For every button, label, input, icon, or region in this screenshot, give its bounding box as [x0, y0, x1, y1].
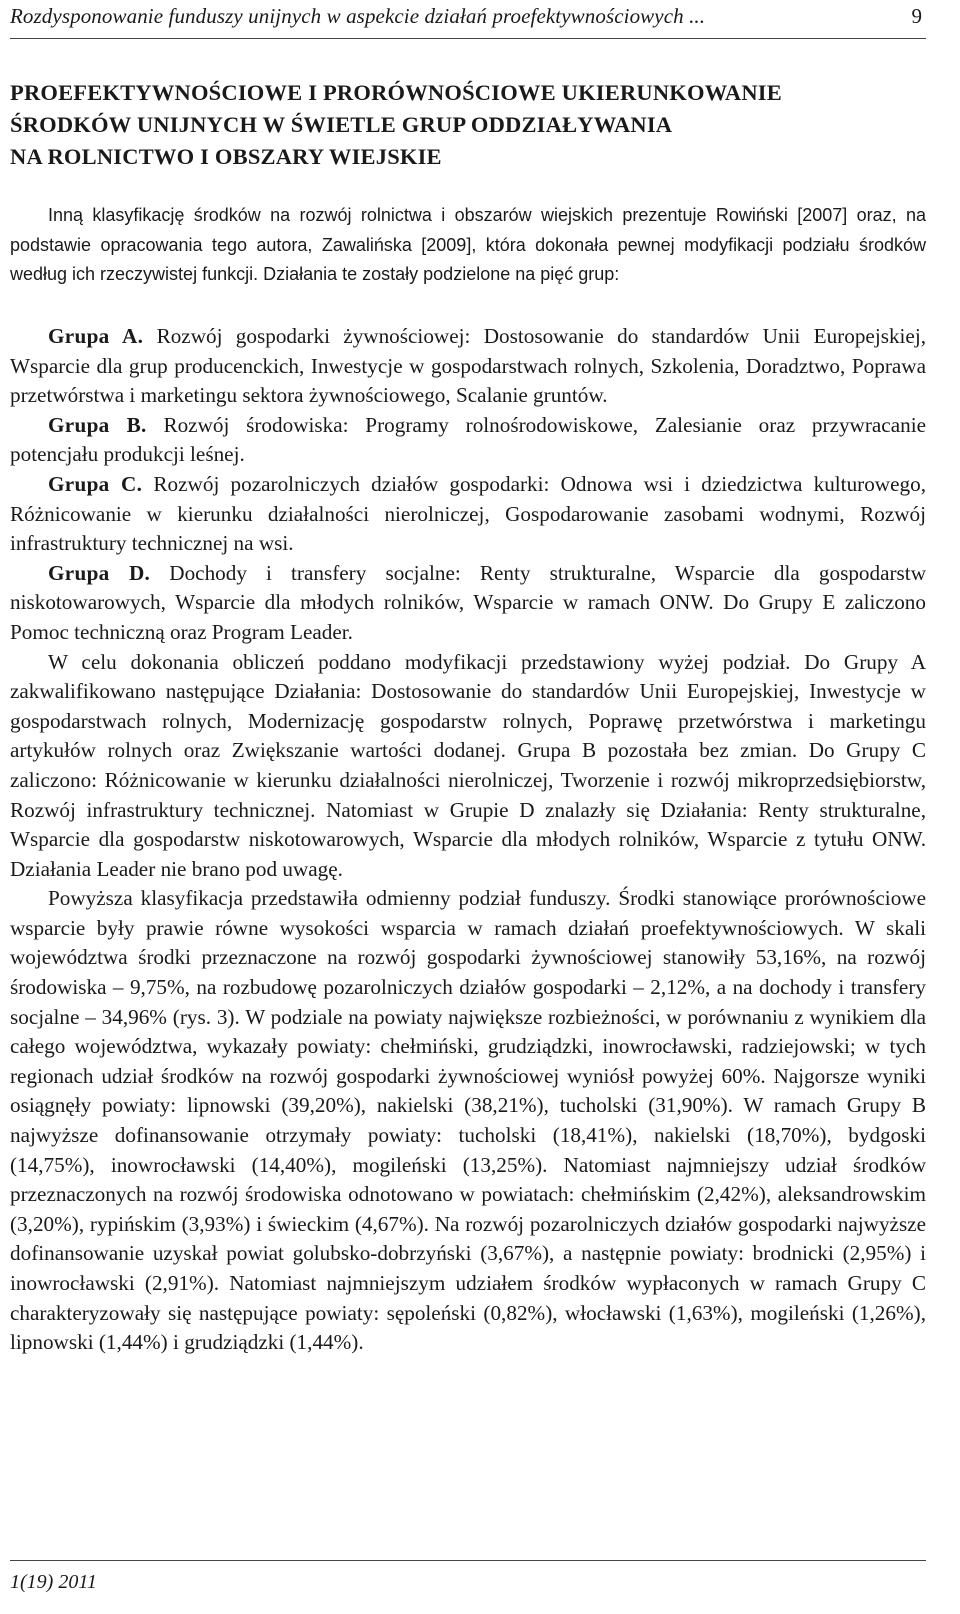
- issue-footer: 1(19) 2011: [10, 1560, 926, 1594]
- group-a-paragraph: [10, 322, 926, 411]
- section-heading: [10, 77, 926, 173]
- heading-line: NA ROLNICTWO I OBSZARY WIEJSKIE: [10, 144, 442, 169]
- body-paragraph: W celu dokonania obliczeń poddano modyfikacji przedstawiony wyżej podział. Do Grupy A zakwalifikowano następujące Działania: Dostosowanie do standardów Unii Europejskiej, Inwestycje w gospodarstwach rolnych, Modernizację gospodarstw rolnych, Poprawę przetwórstwa i marketingu artykułów rolnych oraz Zwiększanie wartości dodanej. Grupa B pozostała bez zmian. Do Grupy C zaliczono: Różnicowanie w kierunku działalności nierolniczej, Tworzenie i rozwój mikroprzedsiębiorstw, Rozwój infrastruktury technicznej. Natomiast w Grupie D znalazły się Działania: Renty strukturalne, Wsparcie dla gospodarstw niskotowarowych, Wsparcie dla młodych rolników, Wsparcie z tytułu ONW. Działania Leader nie brano pod uwagę.: [10, 649, 926, 881]
- group-c-text: Rozwój pozarolniczych działów gospodarki: Odnowa wsi i dziedzictwa kulturowego, Różnicowanie w kierunku działalności nierolniczej, Gospodarowanie zasobami wodnymi, Rozwój infrastruktury technicznej na wsi.: [10, 471, 926, 556]
- group-a-text: Rozwój gospodarki żywnościowej: Dostosowanie do standardów Unii Europejskiej, Wsparcie dla grup producenckich, Inwestycje w gospodarstwach rolnych, Szkolenia, Doradztwo, Poprawa przetwórstwa i marketingu sektora żywnościowego, Scalanie gruntów.: [10, 324, 927, 408]
- heading-line: PROEFEKTYWNOŚCIOWE I PRORÓWNOŚCIOWE UKIERUNKOWANIE: [10, 80, 782, 105]
- intro-paragraph: Inną klasyfikację środków na rozwój rolnictwa i obszarów wiejskich prezentuje Rowiński [2007] oraz, na podstawie opracowania tego autora, Zawalińska [2009], która dokonała pewnej modyfikacji podziału środków według ich rzeczywistej funkcji. Działania te zostały podzielone na pięć grup:: [10, 205, 926, 284]
- body-text: [10, 322, 926, 1358]
- group-c-paragraph: [10, 470, 926, 559]
- group-b-text: Rozwój środowiska: Programy rolnośrodowiskowe, Zalesianie oraz przywracanie potencjału produkcji leśnej.: [10, 412, 927, 467]
- group-b-paragraph: [10, 411, 926, 470]
- journal-page: [10, 0, 926, 1614]
- group-d-label: Grupa D.: [48, 560, 151, 585]
- running-header-title: Rozdysponowanie funduszy unijnych w aspekcie działań proefektywnościowych ...: [10, 4, 706, 28]
- group-d-text: Dochody i transfery socjalne: Renty strukturalne, Wsparcie dla gospodarstw niskotowarowych, Wsparcie dla młodych rolników, Wsparcie w ramach ONW. Do Grupy E zaliczono Pomoc techniczną oraz Program Leader.: [10, 560, 926, 644]
- group-c-label: Grupa C.: [48, 471, 143, 496]
- page-number: 9: [911, 4, 922, 28]
- intro-block: [10, 201, 926, 290]
- group-d-paragraph: [10, 559, 926, 648]
- group-a-label: Grupa A.: [48, 324, 144, 348]
- group-b-label: Grupa B.: [48, 412, 147, 437]
- body-paragraph: Powyższa klasyfikacja przedstawiła odmienny podział funduszy. Środki stanowiące prorównościowe wsparcie były prawie równe wysokości wsparcia w ramach działań proefektywnościowych. W skali województwa środki przeznaczone na rozwój gospodarki żywnościowej stanowiły 53,16%, na rozwój środowiska – 9,75%, na rozbudowę pozarolniczych działów gospodarki – 2,12%, a na dochody i transfery socjalne – 34,96% (rys. 3). W podziale na powiaty największe rozbieżności, w porównaniu z wynikiem dla całego województwa, wykazały powiaty: chełmiński, grudziądzki, inowrocławski, radziejowski; w tych regionach udział środków na rozwój gospodarki żywnościowej wyniósł powyżej 60%. Najgorsze wyniki osiągnęły powiaty: lipnowski (39,20%), nakielski (38,21%), tucholski (31,90%). W ramach Grupy B najwyższe dofinansowanie otrzymały powiaty: tucholski (18,41%), nakielski (18,70%), bydgoski (14,75%), inowrocławski (14,40%), mogileński (13,25%). Natomiast najmniejszy udział środków przeznaczonych na rozwój środowiska odnotowano w powiatach: chełmińskim (2,42%), aleksandrowskim (3,20%), rypińskim (3,93%) i świeckim (4,67%). Na rozwój pozarolniczych działów gospodarki najwyższe dofinansowanie uzyskał powiat golubsko-dobrzyński (3,67%), a następnie powiaty: brodnicki (2,95%) i inowrocławski (2,91%). Natomiast najmniejszym udziałem środków wypłaconych w ramach Grupy C charakteryzowały się następujące powiaty: sępoleński (0,82%), włocławski (1,63%), mogileński (1,26%), lipnowski (1,44%) i grudziądzki (1,44%).: [10, 886, 926, 1355]
- running-header: [10, 2, 926, 39]
- heading-line: ŚRODKÓW UNIJNYCH W ŚWIETLE GRUP ODDZIAŁYWANIA: [10, 112, 673, 137]
